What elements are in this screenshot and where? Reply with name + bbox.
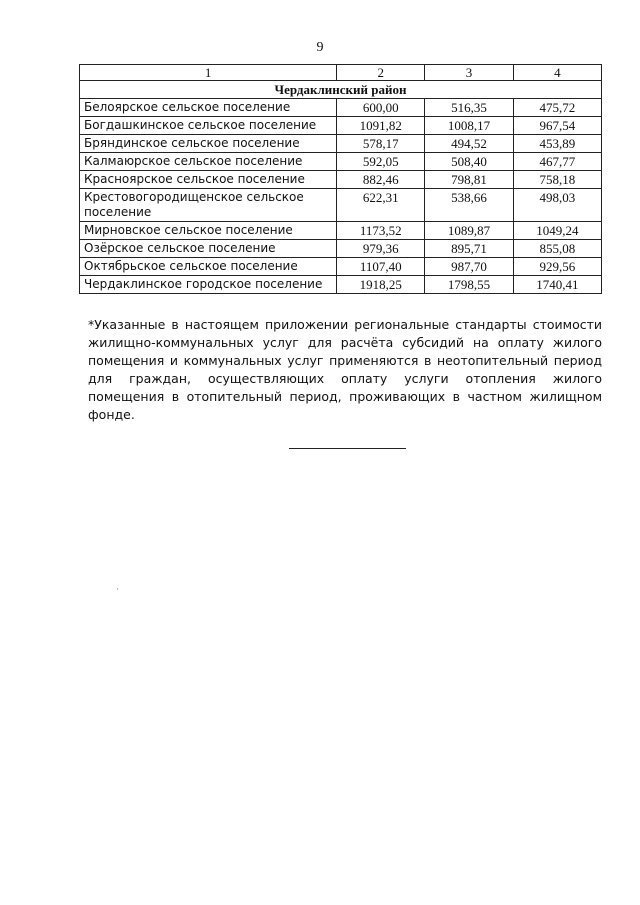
value-col-3: 538,66 [425, 189, 513, 222]
settlement-name: Калмаюрское сельское поселение [80, 153, 337, 171]
standards-table [79, 64, 602, 294]
value-col-4: 929,56 [513, 258, 601, 276]
value-col-2: 578,17 [337, 135, 425, 153]
value-col-4: 498,03 [513, 189, 601, 222]
table-row [80, 189, 602, 222]
value-col-4: 758,18 [513, 171, 601, 189]
value-col-4: 453,89 [513, 135, 601, 153]
scan-speck [117, 588, 118, 590]
value-col-3: 987,70 [425, 258, 513, 276]
value-col-4: 1049,24 [513, 222, 601, 240]
value-col-2: 622,31 [337, 189, 425, 222]
value-col-4: 1740,41 [513, 276, 601, 294]
settlement-name: Крестовогородищенское сельское поселение [80, 189, 337, 222]
settlement-name: Богдашкинское сельское поселение [80, 117, 337, 135]
value-col-3: 516,35 [425, 99, 513, 117]
column-header-4: 4 [513, 65, 601, 81]
column-header-1: 1 [80, 65, 337, 81]
value-col-2: 600,00 [337, 99, 425, 117]
settlement-name: Мирновское сельское поселение [80, 222, 337, 240]
settlement-name: Чердаклинское городское поселение [80, 276, 337, 294]
value-col-3: 895,71 [425, 240, 513, 258]
value-col-2: 592,05 [337, 153, 425, 171]
value-col-4: 855,08 [513, 240, 601, 258]
value-col-4: 967,54 [513, 117, 601, 135]
value-col-2: 1107,40 [337, 258, 425, 276]
table-row [80, 240, 602, 258]
value-col-4: 475,72 [513, 99, 601, 117]
value-col-2: 1918,25 [337, 276, 425, 294]
settlement-name: Красноярское сельское поселение [80, 171, 337, 189]
value-col-3: 798,81 [425, 171, 513, 189]
value-col-2: 1173,52 [337, 222, 425, 240]
value-col-3: 508,40 [425, 153, 513, 171]
settlement-name: Озёрское сельское поселение [80, 240, 337, 258]
value-col-2: 979,36 [337, 240, 425, 258]
table-row [80, 258, 602, 276]
value-col-2: 882,46 [337, 171, 425, 189]
table-header-row [80, 65, 602, 81]
table-row [80, 117, 602, 135]
column-header-2: 2 [337, 65, 425, 81]
table-row [80, 276, 602, 294]
district-name: Чердаклинский район [80, 81, 602, 99]
value-col-4: 467,77 [513, 153, 601, 171]
table-row [80, 99, 602, 117]
footnote: *Указанные в настоящем приложении региональные стандарты стоимости жилищно-коммунальных услуг для расчёта субсидий на оплату жилого помещения и коммунальных услуг применяются в неотопительный период для граждан, осуществляющих оплату услуги отопления жилого помещения в отопительный период, проживающих в частном жилищном фонде. [88, 317, 602, 422]
district-row [80, 81, 602, 99]
value-col-3: 1008,17 [425, 117, 513, 135]
column-header-3: 3 [425, 65, 513, 81]
table-row [80, 135, 602, 153]
closing-divider [289, 448, 406, 449]
settlement-name: Октябрьское сельское поселение [80, 258, 337, 276]
table-row [80, 171, 602, 189]
value-col-3: 494,52 [425, 135, 513, 153]
value-col-3: 1798,55 [425, 276, 513, 294]
value-col-3: 1089,87 [425, 222, 513, 240]
settlement-name: Бряндинское сельское поселение [80, 135, 337, 153]
settlement-name: Белоярское сельское поселение [80, 99, 337, 117]
table-row [80, 153, 602, 171]
table-row [80, 222, 602, 240]
value-col-2: 1091,82 [337, 117, 425, 135]
page-number: 9 [316, 40, 324, 55]
